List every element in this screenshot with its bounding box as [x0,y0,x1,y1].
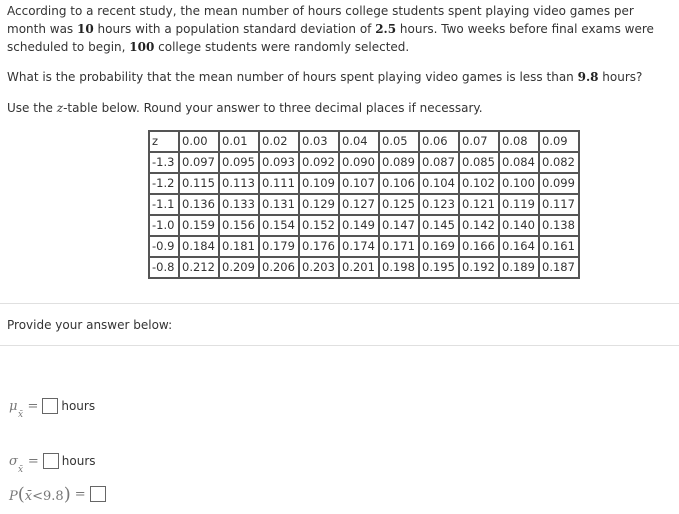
equals-sign: = [27,398,39,414]
z-table-cell: 0.125 [379,194,419,215]
z-header-cell: z [149,131,179,152]
unit-label: hours [61,454,96,468]
z-table-cell: 0.085 [459,152,499,173]
z-table-cell: 0.131 [259,194,299,215]
z-table-cell: 0.145 [419,215,459,236]
mu-glyph: μ [9,398,18,414]
z-table-cell: 0.181 [219,236,259,257]
z-row-label: -1.1 [149,194,179,215]
z-table-cell: 0.179 [259,236,299,257]
probability-expression [9,484,71,505]
z-table-row [149,152,579,173]
instruction-part: -table below. Round your answer to three decimal places if necessary. [63,101,483,115]
z-row-label: -0.9 [149,236,179,257]
xbar-subscript: x̄ [18,409,24,420]
statement-text: college students were randomly selected. [154,40,410,54]
z-table-row [149,257,579,278]
z-table-cell: 0.192 [459,257,499,278]
z-table-cell: 0.111 [259,173,299,194]
z-table-cell: 0.093 [259,152,299,173]
z-table-cell: 0.174 [339,236,379,257]
z-table-cell: 0.095 [219,152,259,173]
prob-inequality: <9.8 [32,488,64,504]
z-table-cell: 0.203 [299,257,339,278]
z-table-cell: 0.113 [219,173,259,194]
z-table-cell: 0.119 [499,194,539,215]
mean-of-sample-mean-row [9,396,96,420]
z-table-cell: 0.092 [299,152,339,173]
z-row-label: -1.2 [149,173,179,194]
statement-text: hours. Two weeks before final exams were scheduled to begin, [7,22,654,54]
sd-value: 2.5 [375,22,397,36]
answer-prompt: Provide your answer below: [7,318,173,332]
z-table-cell: 0.082 [539,152,579,173]
z-table-cell: 0.161 [539,236,579,257]
question-part: What is the probability that the mean number of hours spent playing video games is less than [7,70,578,84]
z-column-header: 0.02 [259,131,299,152]
z-table-cell: 0.117 [539,194,579,215]
z-table-cell: 0.127 [339,194,379,215]
z-column-header: 0.08 [499,131,539,152]
close-paren: ) [63,483,71,505]
prob-p: P [9,488,18,504]
z-table-cell: 0.147 [379,215,419,236]
z-row-label: -1.0 [149,215,179,236]
z-table-cell: 0.189 [499,257,539,278]
statement-text: hours with a population standard deviation of [93,22,376,36]
z-row-label: -1.3 [149,152,179,173]
z-table-cell: 0.090 [339,152,379,173]
z-table-header-row [149,131,579,152]
unit-label: hours [61,399,96,413]
z-table-cell: 0.171 [379,236,419,257]
z-table-cell: 0.084 [499,152,539,173]
z-table-cell: 0.206 [259,257,299,278]
z-table-cell: 0.106 [379,173,419,194]
z-table-row [149,236,579,257]
z-table-cell: 0.209 [219,257,259,278]
z-column-header: 0.09 [539,131,579,152]
sample-size-value: 100 [129,40,155,54]
z-table-cell: 0.115 [179,173,219,194]
threshold-value: 9.8 [577,70,599,84]
mu-symbol [9,398,24,420]
z-column-header: 0.05 [379,131,419,152]
z-table-cell: 0.100 [499,173,539,194]
z-row-label: -0.8 [149,257,179,278]
z-table-cell: 0.142 [459,215,499,236]
z-table-cell: 0.102 [459,173,499,194]
z-table-cell: 0.138 [539,215,579,236]
z-symbol: z [56,101,64,115]
z-table-cell: 0.154 [259,215,299,236]
divider [0,345,679,346]
z-table-cell: 0.087 [419,152,459,173]
z-table-cell: 0.195 [419,257,459,278]
probability-answer-input[interactable] [90,486,106,502]
divider [0,303,679,304]
z-table-cell: 0.212 [179,257,219,278]
question-part: hours? [598,70,643,84]
question-text [7,68,673,86]
z-table-cell: 0.140 [499,215,539,236]
sd-of-sample-mean-row [9,451,96,475]
z-table-cell: 0.166 [459,236,499,257]
statement-text: According to a recent study, the mean number of hours college students spent playing video games per month was [7,4,634,36]
z-table-cell: 0.149 [339,215,379,236]
sigma-glyph: σ [9,453,18,469]
problem-statement [7,2,673,56]
z-table-cell: 0.159 [179,215,219,236]
z-table-cell: 0.184 [179,236,219,257]
prob-xbar: x̄ [24,488,33,504]
equals-sign: = [27,453,39,469]
z-table-cell: 0.198 [379,257,419,278]
z-column-header: 0.07 [459,131,499,152]
probability-row [9,484,106,504]
mu-answer-input[interactable] [42,398,58,414]
z-table-cell: 0.104 [419,173,459,194]
open-paren: ( [17,483,25,505]
z-table-cell: 0.164 [499,236,539,257]
mean-value: 10 [77,22,94,36]
z-table-row [149,215,579,236]
sigma-answer-input[interactable] [43,453,59,469]
z-table-cell: 0.129 [299,194,339,215]
z-table-cell: 0.097 [179,152,219,173]
z-table-cell: 0.121 [459,194,499,215]
z-table [148,130,580,279]
z-table-cell: 0.099 [539,173,579,194]
z-column-header: 0.00 [179,131,219,152]
z-table-cell: 0.107 [339,173,379,194]
z-table-cell: 0.089 [379,152,419,173]
z-table-cell: 0.156 [219,215,259,236]
z-column-header: 0.03 [299,131,339,152]
z-column-header: 0.06 [419,131,459,152]
z-table-cell: 0.152 [299,215,339,236]
xbar-subscript: x̄ [18,464,24,475]
z-column-header: 0.04 [339,131,379,152]
z-table-cell: 0.176 [299,236,339,257]
z-table-cell: 0.201 [339,257,379,278]
sigma-symbol [9,453,24,475]
z-column-header: 0.01 [219,131,259,152]
z-table-cell: 0.109 [299,173,339,194]
z-table-cell: 0.133 [219,194,259,215]
z-table-cell: 0.123 [419,194,459,215]
z-table-cell: 0.169 [419,236,459,257]
z-table-cell: 0.187 [539,257,579,278]
z-table-row [149,173,579,194]
equals-sign: = [74,486,86,502]
instruction-text [7,99,673,117]
instruction-part: Use the [7,101,57,115]
z-table-row [149,194,579,215]
z-table-cell: 0.136 [179,194,219,215]
